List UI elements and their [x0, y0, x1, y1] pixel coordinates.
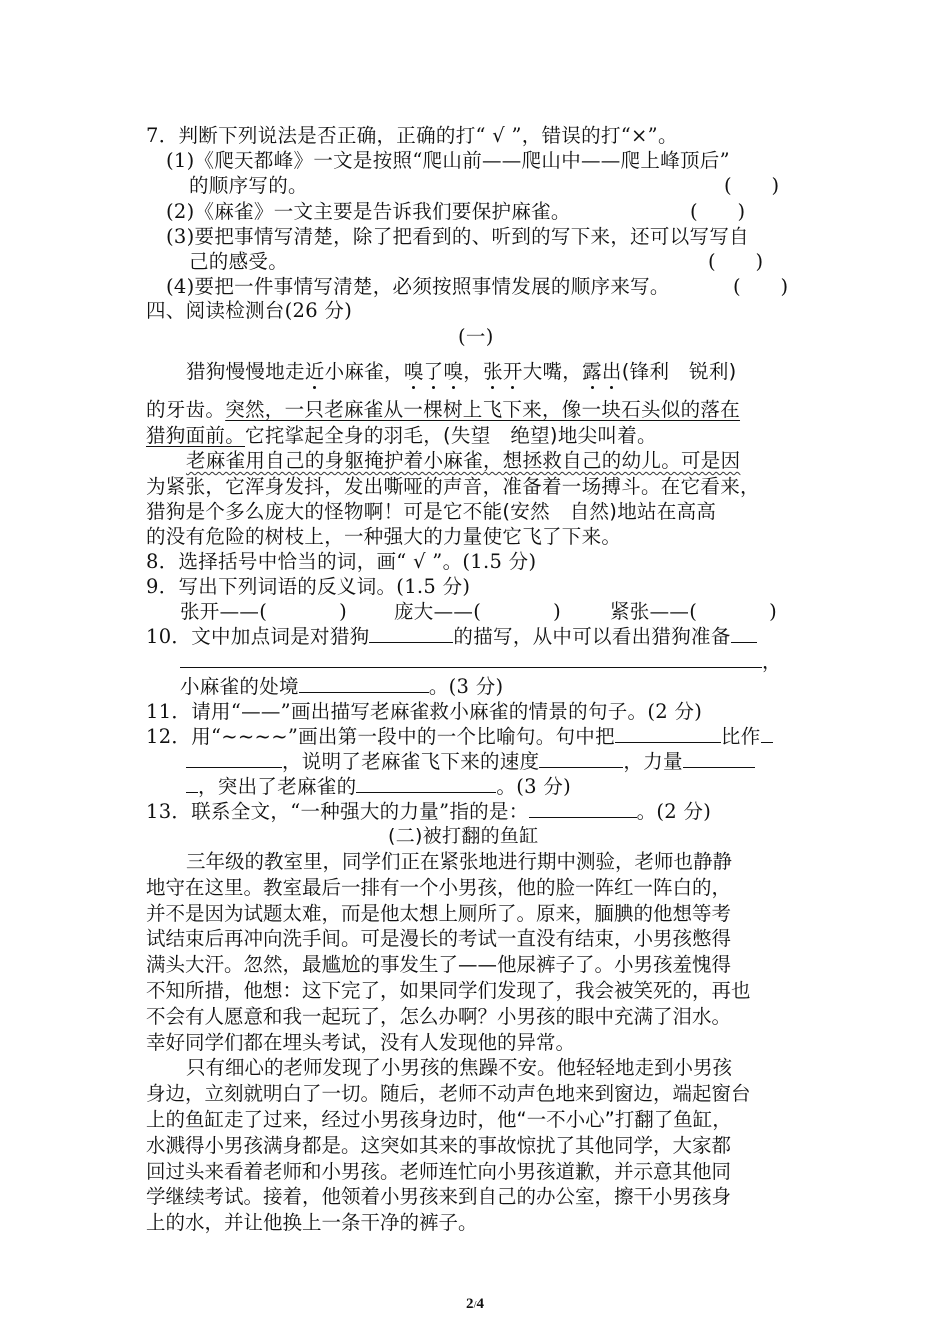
- q9-item-b: [394, 599, 561, 625]
- dotted-word: 露: [582, 360, 602, 383]
- answer-blank[interactable]: [731, 624, 757, 643]
- page-current: 2: [465, 1296, 474, 1312]
- passage2-line: 学继续考试。接着，他领着小男孩来到自己的办公室，擦干小男孩身: [146, 1185, 732, 1209]
- q12-text: 12．用“~~~~”画出第一段中的一个比喻句。句中把: [146, 725, 615, 748]
- q12-text: 。(3 分): [496, 775, 572, 798]
- text-segment: ，: [463, 360, 484, 383]
- passage2-line: 只有细心的老师发现了小男孩的焦躁不安。他轻轻地走到小男孩: [186, 1056, 733, 1080]
- passage2-line: 回过头来看着老师和小男孩。老师连忙向小男孩道歉，并示意其他同: [146, 1159, 732, 1183]
- q13-text: 。(2 分): [636, 800, 712, 823]
- answer-blank[interactable]: [539, 749, 623, 768]
- passage2-line: 试结束后再冲向洗手间。可是漫长的考试一直没有结束，小男孩憋得: [146, 927, 732, 951]
- answer-blank[interactable]: [180, 649, 762, 668]
- answer-blank[interactable]: [529, 799, 637, 818]
- passage1-line-1: [186, 359, 737, 385]
- passage1-line-6: 猎狗是个多么庞大的怪物啊！可是它不能(安然 自然)地站在高高: [146, 500, 717, 523]
- q9-label: 张开——(: [180, 600, 268, 623]
- word-choice[interactable]: (锋利 锐利): [621, 360, 737, 383]
- passage2-line: 地守在这里。教室最后一排有一个小男孩，他的脸一阵红一阵白的，: [146, 875, 732, 899]
- q13-text: 13．联系全文，“一种强大的力量”指的是：: [146, 800, 529, 823]
- passage2-line: 满头大汗。忽然，最尴尬的事发生了——他尿裤子了。小男孩羞愧得: [146, 953, 732, 977]
- dotted-word: 了: [423, 360, 444, 383]
- underlined-sentence: 突然，一只老麻雀从一棵树上飞下来，像一块石头似的落在: [225, 398, 741, 421]
- page-number: [0, 1296, 950, 1313]
- passage2-line: 不知所措，他想：这下完了，如果同学们发现了，我会被笑死的，再也: [146, 978, 751, 1002]
- passage1-line-5: 为紧张，它浑身发抖，发出嘶哑的声音，准备着一场搏斗。在它看来，: [146, 475, 760, 498]
- dotted-word: 开: [502, 360, 523, 383]
- q7-item-4: (4)要把一件事情写清楚，必须按照事情发展的顺序来写。: [166, 275, 670, 298]
- dotted-word: 近: [304, 360, 325, 383]
- q7-item-3: (3)要把事情写清楚，除了把看到的、听到的写下来，还可以写写自: [166, 225, 749, 248]
- q12-line-2: [186, 749, 755, 775]
- q12-text: ，突出了老麻雀的: [198, 775, 357, 798]
- q12-text: ，力量: [623, 750, 683, 773]
- passage2-body: [146, 849, 816, 1236]
- q7-answer-bracket-4[interactable]: ( ): [733, 275, 789, 298]
- answer-blank[interactable]: [186, 774, 198, 793]
- section-title: 四、阅读检测台(26 分): [146, 299, 353, 322]
- answer-blank[interactable]: [186, 749, 282, 768]
- passage2-line: 并不是因为试题太难，而是他太想上厕所了。原来，腼腆的他想等考: [146, 901, 732, 925]
- q10-line-3: [180, 674, 503, 700]
- dotted-word: 出: [601, 360, 622, 383]
- answer-blank[interactable]: [761, 724, 773, 743]
- q13: [146, 799, 711, 825]
- dotted-word: 嗅: [403, 360, 424, 383]
- q7-item-1-cont: 的顺序写的。: [189, 174, 308, 197]
- q12-text: ，说明了老麻雀飞下来的速度: [282, 750, 540, 773]
- q9-item-a: [180, 599, 347, 625]
- text-segment: 大嘴，: [522, 360, 583, 383]
- wavy-sentence: 老麻雀用自己的身躯掩护着小麻雀，想拯救自己的幼儿。可是因: [186, 449, 741, 472]
- q10-text: 10．文中加点词是对猎狗: [146, 625, 370, 648]
- q10-text: 的描写，从中可以看出猎狗准备: [453, 625, 731, 648]
- q7-item-3-cont: 己的感受。: [189, 250, 289, 273]
- q11: 11．请用“——”画出描写老麻雀救小麻雀的情景的句子。(2 分): [146, 700, 703, 723]
- q12-line-3: [186, 774, 571, 800]
- dotted-word: 张: [483, 360, 503, 383]
- text-segment: 的牙齿。: [146, 398, 226, 421]
- q8: 8．选择括号中恰当的词，画“ √ ”。(1.5 分): [146, 550, 537, 573]
- q12-line-1: [146, 724, 773, 750]
- passage2-title: (二)被打翻的鱼缸: [388, 825, 539, 847]
- answer-blank[interactable]: [369, 624, 453, 643]
- passage2-line: 水溅得小男孩满身都是。这突如其来的事故惊扰了其他同学，大家都: [146, 1133, 732, 1157]
- q12-text: 比作: [720, 725, 761, 748]
- passage2-line: 不会有人愿意和我一起玩了，怎么办啊？小男孩的眼中充满了泪水。: [146, 1004, 732, 1028]
- answer-blank[interactable]: [683, 749, 755, 768]
- text-segment: 小麻雀，: [324, 360, 404, 383]
- underlined-sentence: 猎狗面前。: [146, 424, 246, 447]
- q10-text: 。(3 分): [428, 675, 504, 698]
- text-segment: 它挓挲起全身的羽毛，(失望 绝望)地尖叫着。: [245, 424, 657, 447]
- dotted-word: 嗅: [443, 360, 464, 383]
- text-segment: 猎狗慢慢地走: [186, 360, 305, 383]
- page-separator: /: [473, 1299, 477, 1311]
- q10-text: ，: [762, 650, 782, 673]
- passage2-line: 身边，立刻就明白了一切。随后，老师不动声色地来到窗边，端起窗台: [146, 1082, 751, 1106]
- passage1-line-7: 的没有危险的树枝上，一种强大的力量使它飞了下来。: [146, 525, 622, 548]
- q9-close: ): [769, 600, 778, 623]
- q7-item-2: (2)《麻雀》一文主要是告诉我们要保护麻雀。: [166, 200, 571, 223]
- q7-answer-bracket-2[interactable]: ( ): [690, 200, 746, 223]
- q9-label: 庞大——(: [394, 600, 482, 623]
- q9-stem: 9．写出下列词语的反义词。(1.5 分): [146, 575, 471, 598]
- q9-label: 紧张——(: [610, 600, 698, 623]
- q10-line-2: [180, 649, 782, 675]
- q9-close: ): [553, 600, 562, 623]
- passage2-line: 三年级的教室里，同学们正在紧张地进行期中测验，老师也静静: [186, 850, 733, 873]
- passage1-line-2: [146, 397, 740, 423]
- passage1-line-4: [186, 448, 740, 474]
- q7-stem: 7．判断下列说法是否正确，正确的打“ √ ”，错误的打“×”。: [146, 124, 678, 147]
- answer-blank[interactable]: [615, 724, 721, 743]
- q7-item-1: (1)《爬天都峰》一文是按照“爬山前——爬山中——爬上峰顶后”: [166, 149, 730, 172]
- answer-blank[interactable]: [299, 674, 429, 693]
- q7-answer-bracket-1[interactable]: ( ): [724, 174, 780, 197]
- passage1-line-3: [146, 423, 657, 449]
- q9-close: ): [339, 600, 348, 623]
- q7-answer-bracket-3[interactable]: ( ): [708, 250, 764, 273]
- q10-line-1: [146, 624, 757, 650]
- page-total: 4: [476, 1296, 485, 1312]
- answer-blank[interactable]: [356, 774, 496, 793]
- passage2-line: 幸好同学们都在埋头考试，没有人发现他的异常。: [146, 1030, 576, 1054]
- passage1-label: (一): [458, 325, 494, 348]
- passage2-line: 上的水，并让他换上一条干净的裤子。: [146, 1211, 478, 1235]
- q10-text: 小麻雀的处境: [180, 675, 299, 698]
- q9-item-c: [610, 599, 777, 625]
- passage2-line: 上的鱼缸走了过来，经过小男孩身边时，他“一不小心”打翻了鱼缸，: [146, 1107, 732, 1131]
